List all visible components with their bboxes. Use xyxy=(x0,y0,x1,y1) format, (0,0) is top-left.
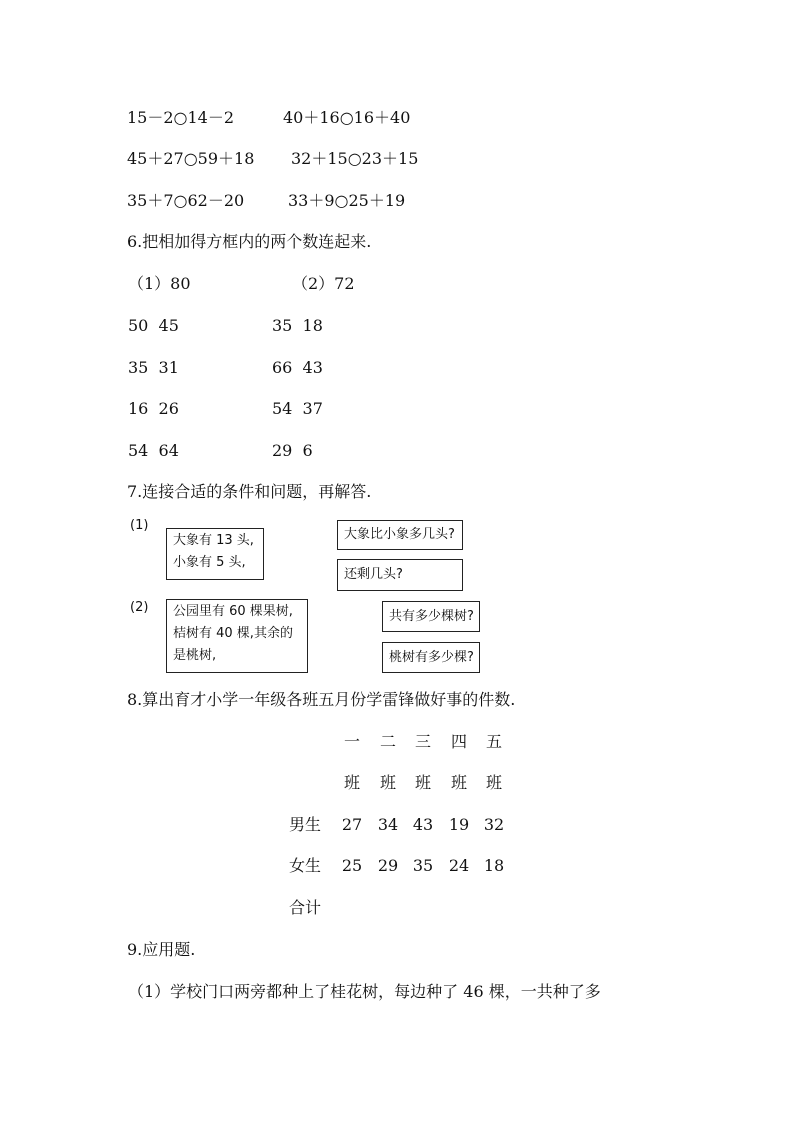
girls-count: 25 xyxy=(341,856,363,875)
question-text: 共有多少棵树? xyxy=(389,609,474,624)
q5-row2-right: 32＋15○23＋15 xyxy=(291,149,419,168)
class-number: 四 xyxy=(450,732,467,751)
class-suffix: 班 xyxy=(379,773,396,792)
total-label: 合计 xyxy=(289,898,322,917)
q6-part2-pair: 54 37 xyxy=(272,399,323,418)
q5-row2-left: 45＋27○59＋18 xyxy=(127,149,255,168)
condition-line: 桔树有 40 棵,其余的 xyxy=(173,626,293,641)
q5-row1-right: 40＋16○16＋40 xyxy=(283,108,411,127)
boys-count: 27 xyxy=(341,815,363,834)
q7-part1-label: (1) xyxy=(130,518,149,533)
class-number: 三 xyxy=(414,732,431,751)
q7-part1-condition-box[interactable] xyxy=(166,528,264,580)
girls-count: 18 xyxy=(483,856,505,875)
q6-part2-pair: 66 43 xyxy=(272,358,323,377)
condition-line: 小象有 5 头, xyxy=(173,555,246,570)
q8-title: 8.算出育才小学一年级各班五月份学雷锋做好事的件数. xyxy=(127,690,516,709)
question-text: 大象比小象多几头? xyxy=(344,527,455,542)
class-number: 二 xyxy=(379,732,396,751)
q7-part2-question-box[interactable] xyxy=(382,642,480,673)
class-number: 五 xyxy=(485,732,502,751)
boys-label: 男生 xyxy=(289,815,322,834)
q7-part1-question-box[interactable] xyxy=(337,559,463,591)
girls-count: 35 xyxy=(412,856,434,875)
condition-line: 公园里有 60 棵果树, xyxy=(173,604,293,619)
q5-row1-left: 15－2○14－2 xyxy=(127,108,235,127)
class-suffix: 班 xyxy=(485,773,502,792)
boys-count: 34 xyxy=(377,815,399,834)
q7-part2-label: (2) xyxy=(130,600,149,615)
condition-line: 大象有 13 头, xyxy=(173,533,254,548)
q6-part2-label: （2）72 xyxy=(292,274,355,293)
q6-part2-pair: 29 6 xyxy=(272,441,313,460)
q9-title: 9.应用题. xyxy=(127,940,196,959)
q6-part1-pair: 35 31 xyxy=(128,358,179,377)
q9-item1: （1）学校门口两旁都种上了桂花树，每边种了 46 棵，一共种了多 xyxy=(128,982,601,1001)
question-text: 还剩几头? xyxy=(344,567,403,582)
question-text: 桃树有多少棵? xyxy=(389,650,474,665)
boys-count: 19 xyxy=(448,815,470,834)
class-number: 一 xyxy=(343,732,360,751)
class-suffix: 班 xyxy=(450,773,467,792)
q7-part2-question-box[interactable] xyxy=(382,601,480,632)
q6-part1-pair: 16 26 xyxy=(128,399,179,418)
q6-part2-pair: 35 18 xyxy=(272,316,323,335)
q7-part1-question-box[interactable] xyxy=(337,520,463,550)
q5-row3-right: 33＋9○25＋19 xyxy=(288,191,406,210)
class-suffix: 班 xyxy=(414,773,431,792)
boys-count: 32 xyxy=(483,815,505,834)
condition-line: 是桃树, xyxy=(173,648,217,663)
girls-label: 女生 xyxy=(289,856,322,875)
q7-title: 7.连接合适的条件和问题，再解答. xyxy=(127,482,372,501)
girls-count: 24 xyxy=(448,856,470,875)
girls-count: 29 xyxy=(377,856,399,875)
q6-part1-pair: 50 45 xyxy=(128,316,179,335)
q6-part1-pair: 54 64 xyxy=(128,441,179,460)
q6-part1-label: （1）80 xyxy=(128,274,191,293)
boys-count: 43 xyxy=(412,815,434,834)
q6-title: 6.把相加得方框内的两个数连起来. xyxy=(127,232,372,251)
q7-part2-condition-box[interactable] xyxy=(166,599,308,673)
class-suffix: 班 xyxy=(343,773,360,792)
q5-row3-left: 35＋7○62－20 xyxy=(127,191,245,210)
